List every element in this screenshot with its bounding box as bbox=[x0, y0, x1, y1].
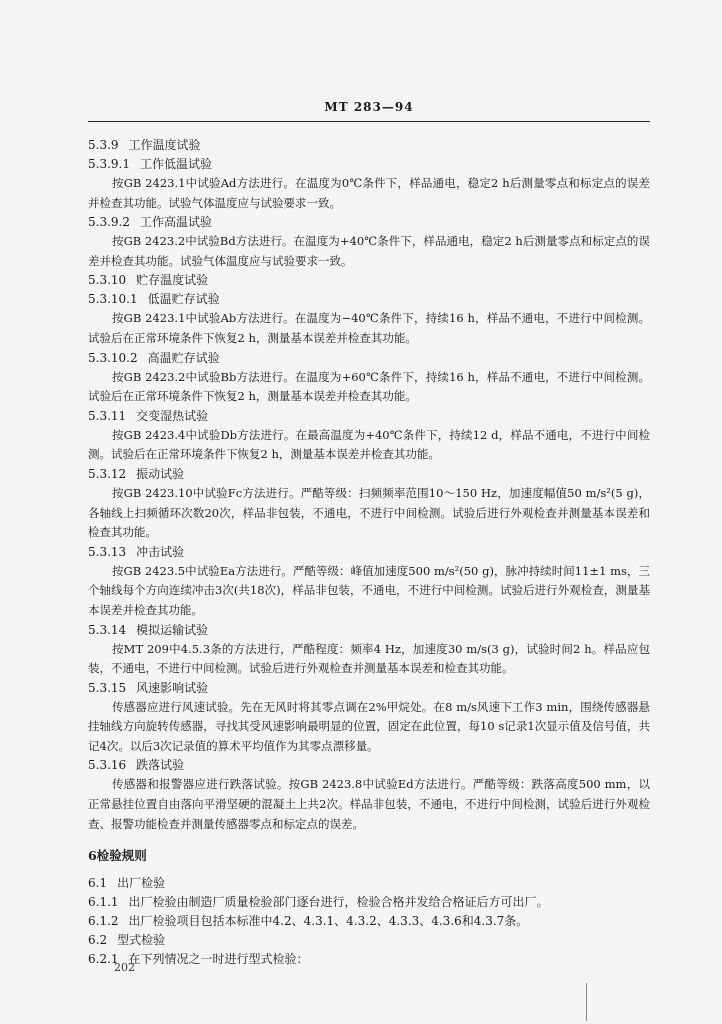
section-number: 5.3.10.1 bbox=[88, 292, 138, 307]
paragraph: 按GB 2423.1中试验Ab方法进行。在温度为−40℃条件下，持续16 h，样品不通电，不进行中间检测。试验后在正常环境条件下恢复2 h，测量基本误差并检查其功能。 bbox=[88, 311, 650, 345]
header-rule bbox=[88, 121, 650, 122]
section-number: 5.3.16 bbox=[88, 758, 127, 773]
section-number: 6 bbox=[88, 848, 97, 864]
section-number: 5.3.9 bbox=[88, 138, 119, 152]
section-heading bbox=[88, 349, 650, 368]
paragraph: 按MT 209中4.5.3条的方法进行，严酷程度：频率4 Hz，加速度30 m/s(3 g)，试验时间2 h。样品应包装，不通电，不进行中间检测。试验后进行外观检查并测量基本误差和检查其功能。 bbox=[88, 641, 650, 676]
section-title: 出厂检验由制造厂质量检验部门逐台进行，检验合格并发给合格证后方可出厂。 bbox=[128, 895, 549, 910]
section-title: 跌落试验 bbox=[136, 758, 185, 773]
section-title: 高温贮存试验 bbox=[147, 350, 220, 365]
section-title: 低温贮存试验 bbox=[147, 292, 220, 307]
chapter-heading bbox=[88, 846, 650, 866]
section-number: 5.3.13 bbox=[88, 544, 127, 559]
section-heading bbox=[88, 679, 650, 698]
paragraph: 传感器和报警器应进行跌落试验。按GB 2423.8中试验Ed方法进行。严酷等级：跌落高度500 mm，以正常悬挂位置自由落向平滑坚硬的混凝土上共2次。样品非包装，不通电，不进行中间检测，试验后进行外观检查、报警功能检查并测量传感器零点和标定点的误差。 bbox=[88, 777, 650, 831]
section-title: 出厂检验 bbox=[117, 876, 166, 891]
paragraph: 按GB 2423.5中试验Ea方法进行。严酷等级：峰值加速度500 m/s²(50 g)，脉冲持续时间11±1 ms，三个轴线每个方向连续冲击3次(共18次)，样品非包装，不通电，不进行中间检测。试验后进行外观检查，测量基本误差并检查其功能。 bbox=[88, 563, 650, 617]
section-title: 工作低温试验 bbox=[139, 157, 212, 171]
section-number: 6.2 bbox=[88, 933, 108, 948]
section-heading bbox=[88, 893, 650, 912]
section-number: 5.3.15 bbox=[88, 680, 127, 695]
section-number: 5.3.10.2 bbox=[88, 350, 138, 365]
section-number: 6.1.1 bbox=[88, 895, 119, 910]
paragraph: 传感器应进行风速试验。先在无风时将其零点调在2%甲烷处。在8 m/s风速下工作3 min，围绕传感器悬挂轴线方向旋转传感器，寻找其受风速影响最明显的位置，固定在此位置，每10 s记录1次显示值及信号值，共记4次。以后3次记录值的算术平均值作为其零点漂移量。 bbox=[88, 699, 650, 753]
section-heading bbox=[88, 136, 650, 155]
section-title: 工作温度试验 bbox=[128, 138, 201, 152]
section-number: 5.3.14 bbox=[88, 622, 127, 637]
section-heading bbox=[88, 543, 650, 562]
section-heading bbox=[88, 271, 650, 290]
page-header: MT 283—94 bbox=[324, 100, 414, 114]
section-number: 6.1.2 bbox=[88, 914, 119, 929]
section-title: 检验规则 bbox=[96, 848, 147, 864]
section-title: 贮存温度试验 bbox=[136, 273, 209, 288]
paragraph: 按GB 2423.2中试验Bd方法进行。在温度为+40℃条件下，样品通电，稳定2 h后测量零点和标定点的误差并检查其功能。试验气体温度应与试验要求一致。 bbox=[88, 234, 650, 268]
section-number: 6.2.1 bbox=[88, 952, 119, 967]
scan-mark bbox=[586, 983, 592, 1021]
section-heading bbox=[88, 155, 650, 174]
section-number: 5.3.9.1 bbox=[88, 157, 130, 171]
section-heading bbox=[88, 756, 650, 775]
section-number: 5.3.9.2 bbox=[88, 215, 130, 230]
section-title: 出厂检验项目包括本标准中4.2、4.3.1、4.3.2、4.3.3、4.3.6和4.3.7条。 bbox=[128, 914, 529, 929]
section-title: 风速影响试验 bbox=[136, 680, 209, 695]
section-number: 6.1 bbox=[88, 876, 108, 891]
paragraph: 按GB 2423.1中试验Ad方法进行。在温度为0℃条件下，样品通电，稳定2 h后测量零点和标定点的误差并检查其功能。试验气体温度应与试验要求一致。 bbox=[88, 176, 650, 210]
section-heading bbox=[88, 931, 650, 950]
section-title: 模拟运输试验 bbox=[136, 622, 209, 637]
section-title: 工作高温试验 bbox=[139, 215, 212, 230]
section-title: 交变湿热试验 bbox=[136, 408, 209, 423]
document-body bbox=[88, 136, 650, 969]
section-number: 5.3.12 bbox=[88, 466, 127, 481]
section-heading bbox=[88, 950, 650, 969]
section-heading bbox=[88, 465, 650, 484]
section-title: 冲击试验 bbox=[136, 544, 185, 559]
section-heading bbox=[88, 213, 650, 232]
page-number: 202 bbox=[114, 961, 135, 974]
section-heading bbox=[88, 912, 650, 931]
section-number: 5.3.10 bbox=[88, 273, 127, 288]
section-heading bbox=[88, 290, 650, 309]
section-title: 在下列情况之一时进行型式检验： bbox=[128, 952, 309, 967]
section-heading bbox=[88, 621, 650, 640]
section-heading bbox=[88, 407, 650, 426]
section-number: 5.3.11 bbox=[88, 408, 127, 423]
paragraph: 按GB 2423.2中试验Bb方法进行。在温度为+60℃条件下，持续16 h，样品不通电，不进行中间检测。试验后在正常环境条件下恢复2 h，测量基本误差并检查其功能。 bbox=[88, 369, 650, 404]
section-title: 振动试验 bbox=[136, 466, 185, 481]
section-heading bbox=[88, 874, 650, 893]
section-title: 型式检验 bbox=[117, 933, 166, 948]
paragraph: 按GB 2423.4中试验Db方法进行。在最高温度为+40℃条件下，持续12 d，样品不通电，不进行中间检测。试验后在正常环境条件下恢复2 h，测量基本误差并检查其功能。 bbox=[88, 427, 650, 462]
paragraph: 按GB 2423.10中试验Fc方法进行。严酷等级：扫频频率范围10～150 Hz，加速度幅值50 m/s²(5 g)，各轴线上扫频循环次数20次，样品非包装，不通电，不进行中间检测。试验后进行外观检查并测量基本误差和检查其功能。 bbox=[88, 485, 650, 540]
